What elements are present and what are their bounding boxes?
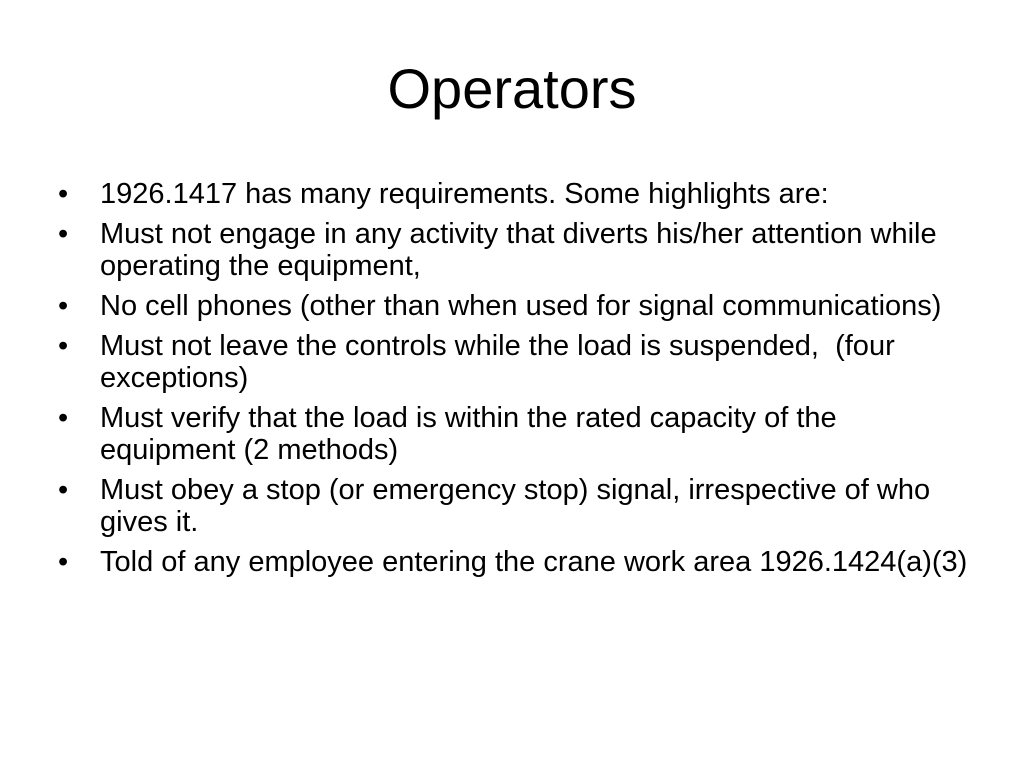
bullet-icon: • bbox=[58, 218, 69, 250]
bullet-text: Told of any employee entering the crane work area 1926.1424(a)(3) bbox=[100, 546, 968, 578]
bullet-item bbox=[58, 178, 978, 210]
bullet-icon: • bbox=[58, 330, 69, 362]
bullet-icon: • bbox=[58, 178, 69, 210]
bullet-item bbox=[58, 218, 978, 282]
bullet-icon: • bbox=[58, 402, 69, 434]
bullet-icon: • bbox=[58, 474, 69, 506]
bullet-item bbox=[58, 330, 978, 394]
bullet-item bbox=[58, 290, 978, 322]
bullet-item bbox=[58, 474, 978, 538]
bullet-item bbox=[58, 402, 978, 466]
bullet-icon: • bbox=[58, 546, 69, 578]
bullet-text: Must not leave the controls while the load is suspended, (four exceptions) bbox=[100, 330, 903, 394]
bullet-text: Must not engage in any activity that diverts his/her attention while operating the equipment, bbox=[100, 218, 937, 282]
bullet-text: No cell phones (other than when used for signal communications) bbox=[100, 290, 942, 322]
bullet-icon: • bbox=[58, 290, 69, 322]
slide-title: Operators bbox=[387, 57, 637, 120]
bullet-item bbox=[58, 546, 978, 578]
bullet-text: Must verify that the load is within the rated capacity of the equipment (2 methods) bbox=[100, 402, 837, 466]
bullet-text: Must obey a stop (or emergency stop) signal, irrespective of who gives it. bbox=[100, 474, 931, 538]
bullet-text: 1926.1417 has many requirements. Some highlights are: bbox=[100, 178, 829, 210]
bullet-list bbox=[58, 178, 978, 586]
